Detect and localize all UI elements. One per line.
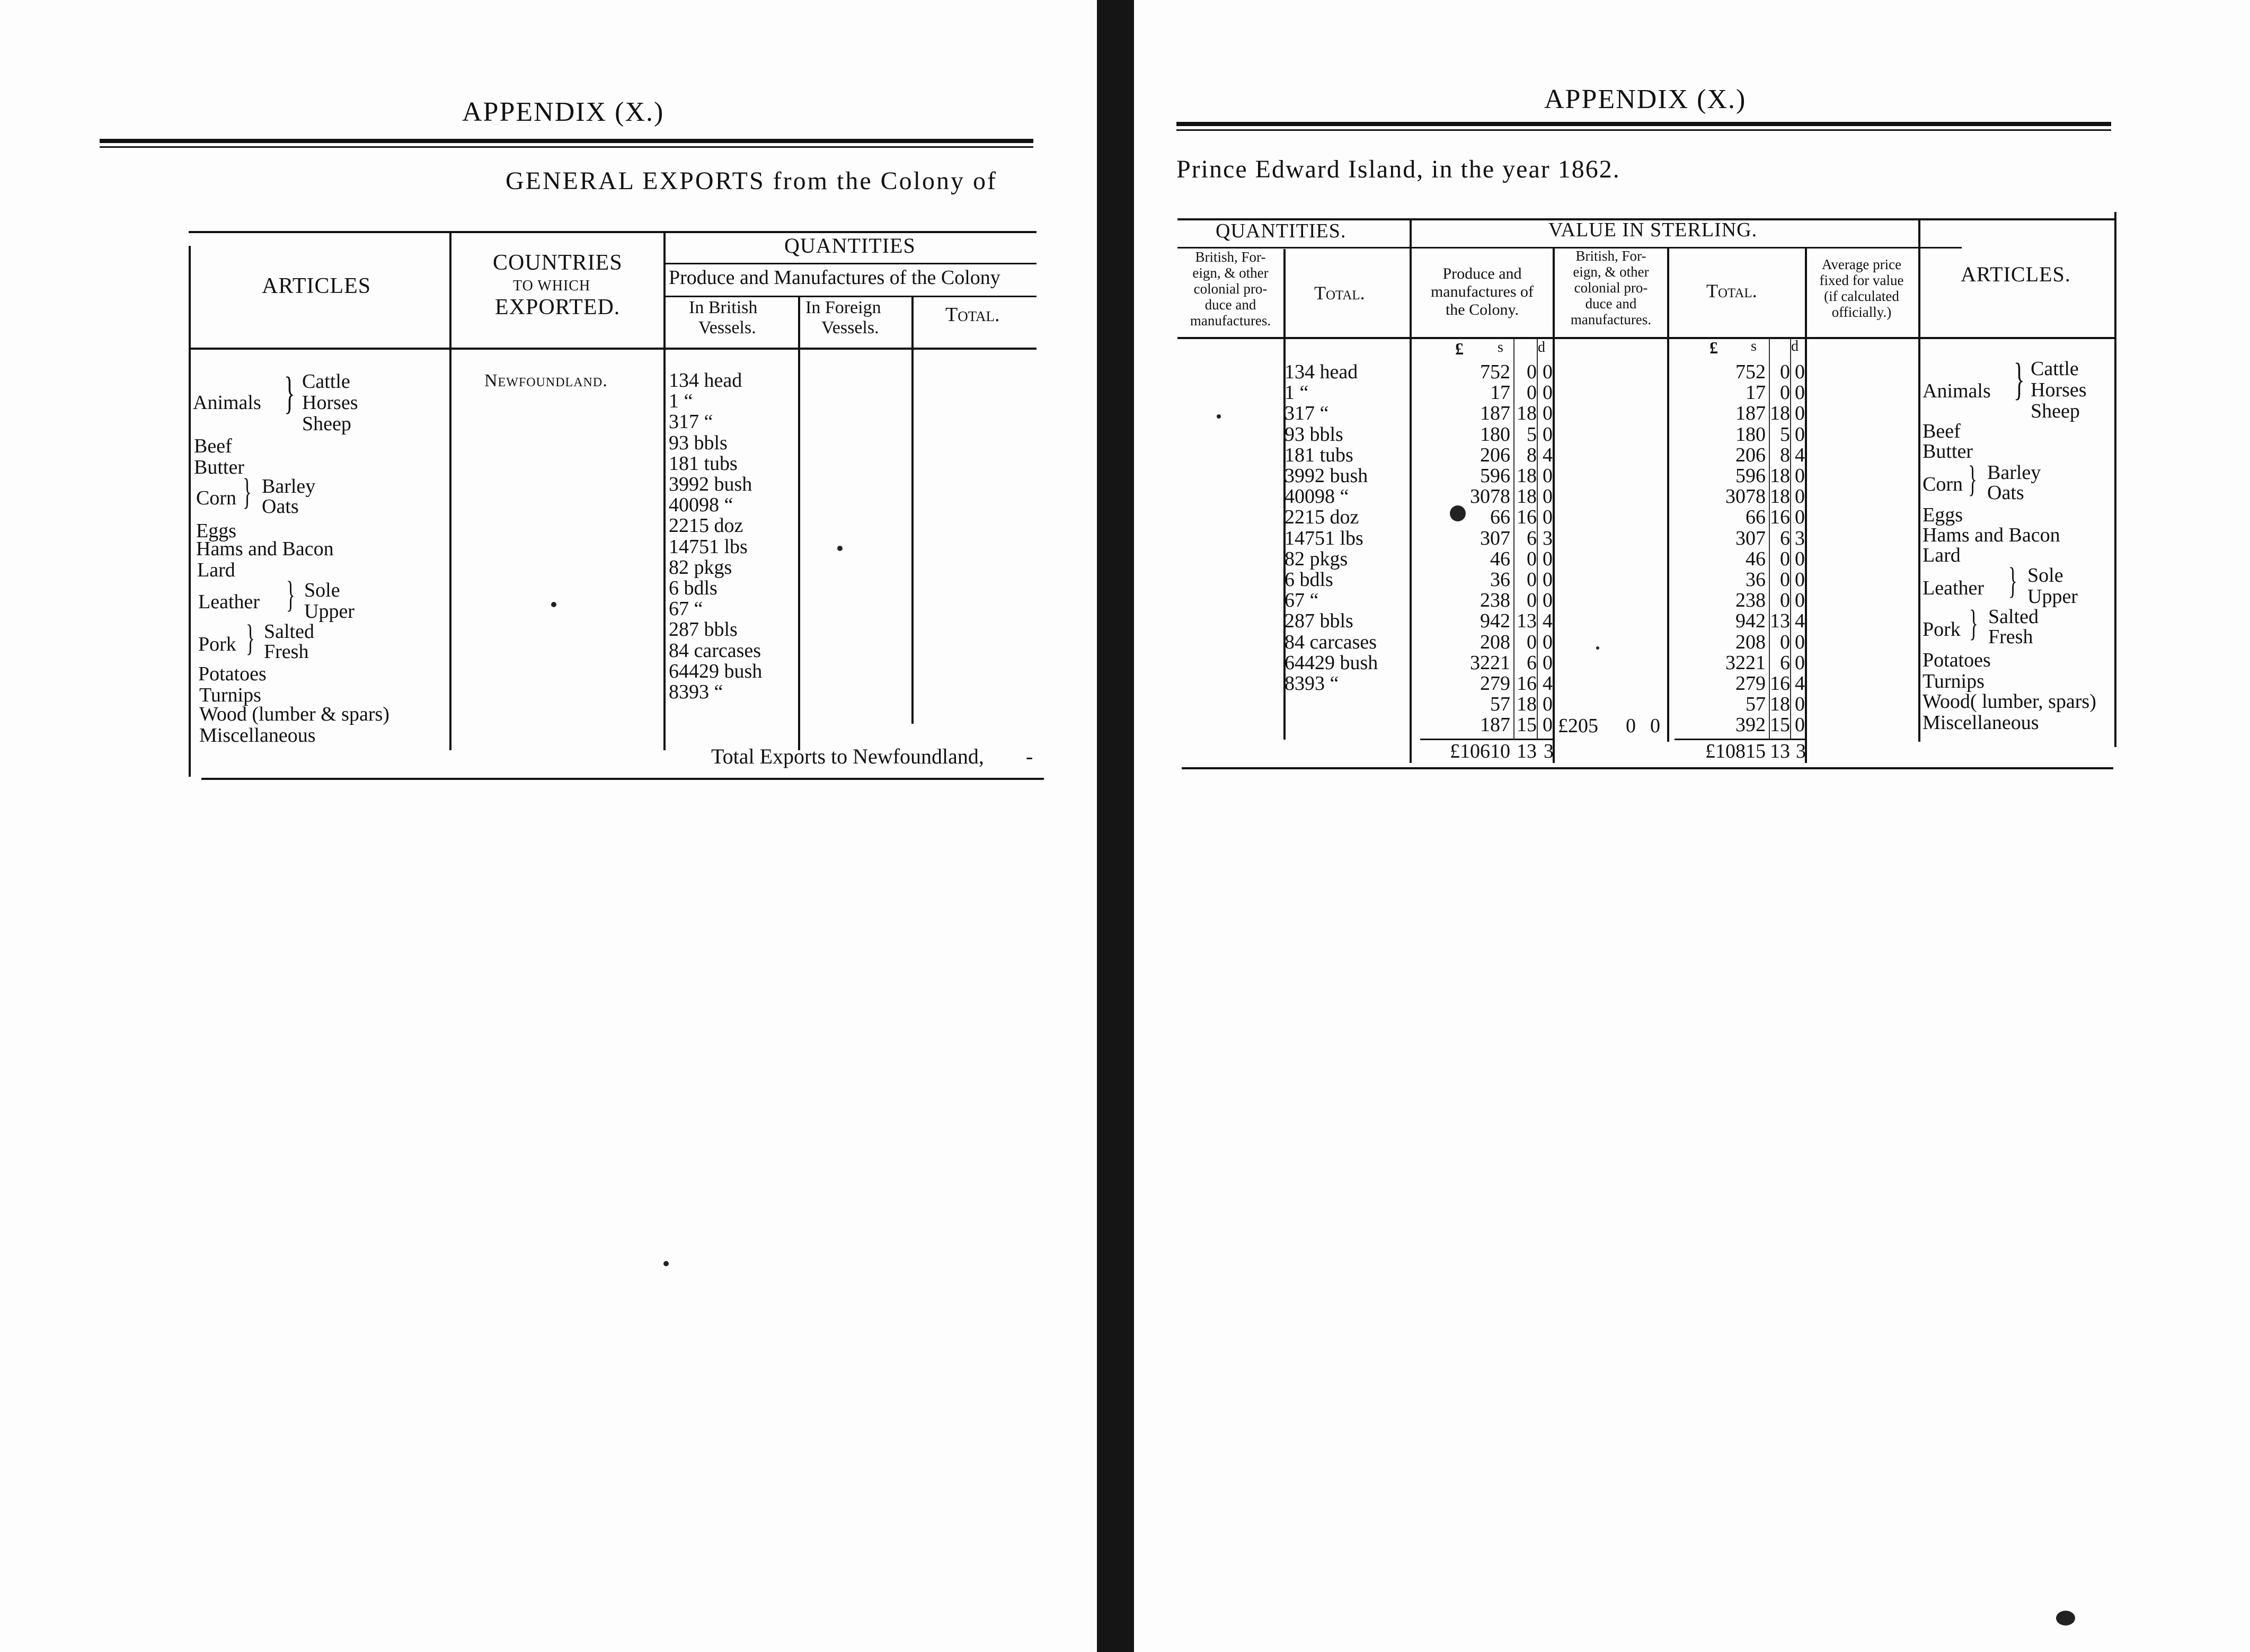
left-header-quantities: QUANTITIES xyxy=(784,234,916,257)
left-british-divider xyxy=(798,297,800,750)
left-quantity-cell: 84 carcases xyxy=(669,639,761,662)
left-article-oats: Oats xyxy=(262,495,299,518)
right-produce-shillings: 8 xyxy=(1527,443,1537,466)
left-quantity-cell: 8393 “ xyxy=(669,681,723,703)
left-country: Newfoundland. xyxy=(484,371,608,390)
right-total-pounds: 942 xyxy=(1735,610,1766,633)
right-header-bottom-rule xyxy=(1177,337,2115,339)
left-header-countries-2: TO WHICH xyxy=(513,278,591,294)
left-table-left-border xyxy=(189,246,191,777)
right-total-shillings: 0 xyxy=(1780,589,1790,612)
right-total-shillings: 13 xyxy=(1770,610,1790,633)
right-article-pork: Pork xyxy=(1923,618,1961,641)
right-produce-shillings: 6 xyxy=(1527,651,1537,674)
right-total-shillings: 16 xyxy=(1770,672,1790,695)
left-article-eggs: Eggs xyxy=(196,520,236,542)
right-article-horses: Horses xyxy=(2031,379,2087,401)
right-total-pounds: 752 xyxy=(1735,361,1766,383)
right-total-pounds: 208 xyxy=(1735,630,1766,653)
right-produce-pounds: 187 xyxy=(1480,714,1510,736)
right-total-pounds: 17 xyxy=(1746,381,1766,404)
left-quantity-cell: 134 head xyxy=(669,369,742,392)
right-col-value-divider xyxy=(1410,220,1412,763)
right-article-salted: Salted xyxy=(1988,606,2039,628)
right-quantity-cell: 2215 doz xyxy=(1285,506,1359,529)
right-produce-pence: 0 xyxy=(1543,465,1553,487)
right-produce-shillings: 0 xyxy=(1527,630,1537,653)
left-articles-divider xyxy=(449,233,451,750)
scan-speck xyxy=(1217,414,1221,419)
right-header-avg-line-2: (if calculated xyxy=(1824,288,1899,304)
right-total-pounds: 187 xyxy=(1735,402,1766,425)
right-produce-pounds: 752 xyxy=(1480,361,1510,383)
right-produce-pounds: 206 xyxy=(1480,443,1510,466)
right-quantity-cell: 134 head xyxy=(1285,361,1358,383)
left-quantity-cell: 287 bbls xyxy=(669,618,738,641)
right-quantity-cell: 1 “ xyxy=(1285,381,1309,404)
right-produce-pound-mark: £ xyxy=(1455,339,1464,358)
left-quantity-cell: 317 “ xyxy=(669,411,713,433)
right-header-value: VALUE IN STERLING. xyxy=(1548,219,1758,241)
right-produce-pounds: 307 xyxy=(1480,527,1510,549)
right-produce-pence: 0 xyxy=(1543,485,1553,508)
right-produce-shillings: 5 xyxy=(1527,423,1537,446)
left-header-countries-1: COUNTRIES xyxy=(493,251,623,275)
left-brace-corn: } xyxy=(243,472,252,512)
right-total-pounds: 392 xyxy=(1735,714,1766,736)
left-article-butter: Butter xyxy=(194,456,244,478)
right-produce-pence: 0 xyxy=(1543,361,1553,383)
right-header-produce-line-2: the Colony. xyxy=(1445,301,1519,318)
right-produce-pounds: 3221 xyxy=(1470,651,1510,674)
right-total-shillings: 18 xyxy=(1770,402,1790,425)
right-produce-shillings: 6 xyxy=(1527,527,1537,549)
left-quantity-cell: 2215 doz xyxy=(669,514,743,537)
right-produce-pence: 0 xyxy=(1543,423,1553,446)
right-quantity-cell: 82 pkgs xyxy=(1285,547,1348,570)
left-article-beef: Beef xyxy=(194,435,232,457)
right-article-oats: Oats xyxy=(1987,482,2024,504)
left-header-articles: ARTICLES xyxy=(262,274,371,298)
left-quantity-cell: 3992 bush xyxy=(669,473,752,495)
right-col-avg-divider xyxy=(1918,220,1920,742)
right-total-pounds: 57 xyxy=(1746,693,1766,716)
right-header-bf-line-0: British, For- xyxy=(1195,249,1266,265)
right-quantity-cell: 93 bbls xyxy=(1285,423,1343,446)
right-brace-animals: } xyxy=(2014,353,2025,404)
right-produce-sum-pence: 3 xyxy=(1544,740,1554,762)
right-total-shilling-mark: s xyxy=(1751,338,1757,354)
right-article-lard: Lard xyxy=(1923,544,1961,566)
right-produce-pence: 0 xyxy=(1543,506,1553,529)
left-article-sheep: Sheep xyxy=(302,413,351,435)
right-article-eggs: Eggs xyxy=(1923,504,1963,526)
left-article-cattle: Cattle xyxy=(302,370,350,393)
left-quantity-cell: 14751 lbs xyxy=(669,535,748,558)
right-article-fresh: Fresh xyxy=(1988,626,2033,648)
right-article-wood: Wood( lumber, spars) xyxy=(1923,690,2096,713)
right-article-beef: Beef xyxy=(1923,420,1961,442)
right-produce-shillings: 0 xyxy=(1527,569,1537,591)
right-article-misc: Miscellaneous xyxy=(1923,712,2039,734)
right-quantity-cell: 287 bbls xyxy=(1285,610,1353,633)
right-article-butter: Butter xyxy=(1923,440,1973,463)
right-produce-shilling-mark: s xyxy=(1498,339,1503,356)
right-produce-pounds: 187 xyxy=(1480,402,1510,425)
right-total-pounds: 307 xyxy=(1735,527,1766,549)
right-produce-pounds: 180 xyxy=(1480,423,1510,446)
right-produce-pounds: 208 xyxy=(1480,630,1510,653)
right-total-shillings: 6 xyxy=(1780,527,1790,549)
scan-speck xyxy=(1596,646,1599,650)
right-col-foreign-divider xyxy=(1667,248,1669,742)
right-col-total-value-divider xyxy=(1805,248,1807,763)
right-article-hams: Hams and Bacon xyxy=(1923,524,2060,546)
left-article-barley: Barley xyxy=(262,475,316,498)
left-appendix-title: APPENDIX (X.) xyxy=(462,97,665,127)
right-quantity-cell: 14751 lbs xyxy=(1285,527,1363,549)
right-produce-shillings: 0 xyxy=(1527,589,1537,612)
right-header-bf-line-4: manufactures. xyxy=(1190,313,1271,328)
right-produce-pence: 4 xyxy=(1543,672,1553,695)
right-produce-pence-mark: d xyxy=(1538,339,1545,356)
right-header-bf-line-3: duce and xyxy=(1204,297,1256,313)
right-total-shillings: 0 xyxy=(1780,569,1790,591)
right-header-avg-line-3: officially.) xyxy=(1831,304,1892,320)
right-total-pounds: 206 xyxy=(1735,443,1766,466)
right-produce-pounds: 57 xyxy=(1490,693,1510,716)
right-produce-pence: 0 xyxy=(1543,693,1553,716)
right-total-pence-mark: d xyxy=(1791,338,1799,354)
right-article-potatoes: Potatoes xyxy=(1923,649,1991,671)
left-header-countries-3: EXPORTED. xyxy=(495,295,621,319)
right-total-pence: 4 xyxy=(1795,672,1805,695)
left-article-lard: Lard xyxy=(197,559,235,581)
right-article-turnips: Turnips xyxy=(1923,670,1985,692)
right-quantity-cell: 8393 “ xyxy=(1285,672,1339,695)
left-article-sole: Sole xyxy=(304,579,340,601)
right-header-produce-line-1: manufactures of xyxy=(1430,283,1534,300)
scan-speck xyxy=(1450,505,1466,521)
left-article-leather: Leather xyxy=(198,591,260,613)
right-produce-pence: 0 xyxy=(1543,714,1553,736)
right-heading: Prince Edward Island, in the year 1862. xyxy=(1176,155,1620,183)
left-article-fresh: Fresh xyxy=(264,641,309,663)
left-quantities-sub-rule xyxy=(665,263,1037,264)
right-quantity-cell: 3992 bush xyxy=(1285,465,1368,487)
right-header-bfv-line-4: manufactures. xyxy=(1570,312,1652,327)
right-total-pence: 3 xyxy=(1795,527,1805,549)
right-header-bfv-line-0: British, For- xyxy=(1575,248,1646,264)
left-article-salted: Salted xyxy=(264,620,314,643)
left-foreign-divider xyxy=(911,297,914,724)
right-header-quantities: QUANTITIES. xyxy=(1216,220,1347,242)
left-total-exports-dash: - xyxy=(1026,744,1033,768)
right-quantity-cell: 317 “ xyxy=(1285,402,1329,425)
right-total-shillings: 16 xyxy=(1770,506,1790,529)
left-brace-pork: } xyxy=(246,618,255,659)
right-header-value-total: Total. xyxy=(1706,280,1757,301)
right-produce-pence: 0 xyxy=(1543,589,1553,612)
right-produce-pounds: 17 xyxy=(1490,381,1510,404)
right-produce-pence: 0 xyxy=(1543,402,1553,425)
right-produce-shillings: 18 xyxy=(1517,485,1537,508)
right-produce-shillings: 18 xyxy=(1517,693,1537,716)
right-total-pounds: 238 xyxy=(1735,589,1766,612)
left-quantity-cell: 67 “ xyxy=(669,598,703,620)
right-header-avg-price xyxy=(1805,256,1918,320)
right-header-bfv-line-1: eign, & other xyxy=(1573,264,1649,280)
right-total-pence: 0 xyxy=(1795,506,1805,529)
right-produce-pounds: 46 xyxy=(1490,547,1510,570)
right-total-pence: 0 xyxy=(1795,547,1805,570)
right-total-sum-pence: 3 xyxy=(1796,740,1806,762)
right-header-british-foreign xyxy=(1179,249,1282,328)
right-header-avg-line-1: fixed for value xyxy=(1819,272,1904,288)
right-produce-shillings: 16 xyxy=(1517,506,1537,529)
right-produce-pounds: 279 xyxy=(1480,672,1510,695)
right-total-shillings: 0 xyxy=(1780,547,1790,570)
left-produce-sub-rule xyxy=(665,296,1037,297)
right-total-pence: 0 xyxy=(1795,381,1805,404)
right-table-right-border xyxy=(2114,212,2116,747)
right-total-pence: 0 xyxy=(1795,714,1805,736)
right-produce-shillings: 13 xyxy=(1517,610,1537,633)
left-article-animals: Animals xyxy=(193,392,261,414)
right-header-produce xyxy=(1413,265,1552,319)
right-produce-pounds: 238 xyxy=(1480,589,1510,612)
right-header-articles: ARTICLES. xyxy=(1961,262,2071,286)
left-quantity-cell: 181 tubs xyxy=(669,452,738,475)
right-produce-pence: 0 xyxy=(1543,547,1553,570)
left-header-foreign-2: Vessels. xyxy=(821,318,879,337)
right-total-pence: 0 xyxy=(1795,402,1805,425)
right-total-shillings: 18 xyxy=(1770,693,1790,716)
right-total-pounds: 596 xyxy=(1735,465,1766,487)
right-total-pence: 0 xyxy=(1795,693,1805,716)
right-brace-leather: } xyxy=(2008,561,2017,601)
right-produce-pence: 0 xyxy=(1543,630,1553,653)
right-quantity-cell: 181 tubs xyxy=(1285,443,1353,466)
left-article-hams: Hams and Bacon xyxy=(196,538,334,560)
left-article-potatoes: Potatoes xyxy=(198,663,267,685)
right-produce-pounds: 66 xyxy=(1490,506,1510,529)
right-produce-shillings: 0 xyxy=(1527,547,1537,570)
left-brace-leather: } xyxy=(286,574,295,615)
right-produce-shillings: 15 xyxy=(1517,714,1537,736)
left-brace-animals: } xyxy=(284,367,295,418)
right-total-pence: 4 xyxy=(1795,610,1805,633)
right-article-sheep: Sheep xyxy=(2031,400,2080,422)
left-page xyxy=(0,0,1097,1652)
right-total-pence: 4 xyxy=(1795,443,1805,466)
left-article-corn: Corn xyxy=(196,487,236,509)
right-total-shillings: 15 xyxy=(1770,714,1790,736)
left-heading: GENERAL EXPORTS from the Colony of xyxy=(506,167,997,195)
right-produce-pounds: 3078 xyxy=(1470,485,1510,508)
right-title-rule-thin xyxy=(1176,129,2111,131)
right-total-pence: 0 xyxy=(1795,589,1805,612)
right-total-pounds: 279 xyxy=(1735,672,1766,695)
right-produce-pounds: 596 xyxy=(1480,465,1510,487)
left-quantity-cell: 6 bdls xyxy=(669,577,717,599)
right-produce-sum-pounds: £10610 xyxy=(1450,740,1510,762)
right-total-pounds: 180 xyxy=(1735,423,1766,446)
right-produce-pence: 4 xyxy=(1543,610,1553,633)
right-article-leather: Leather xyxy=(1923,577,1985,599)
right-appendix-title: APPENDIX (X.) xyxy=(1544,84,1747,114)
right-foreign-value-pence: 0 xyxy=(1650,715,1660,737)
right-brace-corn: } xyxy=(1968,459,1977,500)
right-total-shillings: 0 xyxy=(1780,381,1790,404)
left-quantity-cell: 82 pkgs xyxy=(669,556,732,579)
right-total-pounds: 46 xyxy=(1746,547,1766,570)
left-header-total: Total. xyxy=(945,304,1000,326)
right-produce-pounds: 36 xyxy=(1490,569,1510,591)
right-produce-sum-shillings: 13 xyxy=(1517,740,1537,762)
left-article-horses: Horses xyxy=(302,392,358,414)
right-total-sum-pounds: £10815 xyxy=(1705,740,1766,762)
left-article-pork: Pork xyxy=(198,633,236,655)
left-total-exports: Total Exports to Newfoundland, xyxy=(711,744,984,768)
scan-speck xyxy=(2056,1611,2075,1626)
right-total-pounds: 66 xyxy=(1746,506,1766,529)
right-produce-pence: 4 xyxy=(1543,443,1553,466)
right-total-shillings: 0 xyxy=(1780,361,1790,383)
left-quantity-cell: 64429 bush xyxy=(669,660,763,682)
left-table-header-rule xyxy=(191,348,1037,350)
left-header-foreign-1: In Foreign xyxy=(805,298,881,317)
left-quantity-cell: 93 bbls xyxy=(669,431,728,454)
scan-speck xyxy=(837,546,843,551)
right-total-shillings: 8 xyxy=(1780,443,1790,466)
right-foreign-value-pounds: £205 xyxy=(1558,715,1598,737)
right-col-produce-divider xyxy=(1553,248,1555,763)
right-produce-shillings: 0 xyxy=(1527,381,1537,404)
right-total-sum-shillings: 13 xyxy=(1770,740,1790,762)
scan-speck xyxy=(663,1261,669,1266)
right-header-bf-line-2: colonial pro- xyxy=(1193,281,1268,297)
right-total-pence: 0 xyxy=(1795,651,1805,674)
right-produce-pence: 0 xyxy=(1543,569,1553,591)
right-header-bfv-line-2: colonial pro- xyxy=(1574,280,1648,296)
right-total-pence: 0 xyxy=(1795,569,1805,591)
right-total-shillings: 18 xyxy=(1770,465,1790,487)
right-total-pence: 0 xyxy=(1795,465,1805,487)
left-quantity-cell: 40098 “ xyxy=(669,494,733,517)
right-produce-pounds: 942 xyxy=(1480,610,1510,633)
right-produce-shillings: 0 xyxy=(1527,361,1537,383)
left-article-misc: Miscellaneous xyxy=(199,724,316,747)
left-title-rule-thick xyxy=(100,139,1033,143)
right-produce-shillings: 18 xyxy=(1517,465,1537,487)
book-gutter xyxy=(1097,0,1134,1652)
right-total-pounds: 3221 xyxy=(1725,651,1766,674)
left-header-british-2: Vessels. xyxy=(698,318,756,337)
right-header-bfv-line-3: duce and xyxy=(1585,296,1637,312)
right-quantity-cell: 84 carcases xyxy=(1285,630,1377,653)
right-article-corn: Corn xyxy=(1923,473,1963,495)
right-produce-pence: 0 xyxy=(1543,651,1553,674)
right-total-pence: 0 xyxy=(1795,630,1805,653)
right-quantity-cell: 67 “ xyxy=(1285,589,1319,612)
right-produce-pence: 3 xyxy=(1543,527,1553,549)
right-brace-pork: } xyxy=(1969,603,1978,644)
right-quantity-cell: 6 bdls xyxy=(1285,569,1333,591)
right-total-shillings: 0 xyxy=(1780,630,1790,653)
right-article-cattle: Cattle xyxy=(2031,358,2079,380)
left-header-produce: Produce and Manufactures of the Colony xyxy=(669,267,1000,289)
right-page xyxy=(1134,0,2250,1652)
right-header-avg-line-0: Average price xyxy=(1821,256,1902,272)
right-article-barley: Barley xyxy=(1987,461,2041,484)
right-total-pence: 0 xyxy=(1795,423,1805,446)
scan-speck xyxy=(551,602,556,607)
left-article-turnips: Turnips xyxy=(199,684,261,706)
right-article-sole: Sole xyxy=(2027,564,2063,587)
right-header-total: Total. xyxy=(1314,282,1365,304)
right-total-pence: 0 xyxy=(1795,485,1805,508)
right-header-bf-line-1: eign, & other xyxy=(1192,265,1269,281)
right-produce-shillings: 16 xyxy=(1517,672,1537,695)
right-total-pounds: 3078 xyxy=(1725,485,1766,508)
right-title-rule-thick xyxy=(1176,122,2111,126)
right-quantity-cell: 64429 bush xyxy=(1285,651,1378,674)
right-article-upper: Upper xyxy=(2027,585,2078,608)
right-total-pence: 0 xyxy=(1795,361,1805,383)
left-title-rule-thin xyxy=(100,146,1033,148)
right-table-bottom-rule xyxy=(1182,767,2113,769)
right-header-british-foreign-value xyxy=(1556,248,1666,327)
right-total-shillings: 18 xyxy=(1770,485,1790,508)
right-produce-shillings: 18 xyxy=(1517,402,1537,425)
left-article-upper: Upper xyxy=(304,600,355,623)
right-header-produce-line-0: Produce and xyxy=(1442,265,1522,282)
right-total-pound-mark: £ xyxy=(1709,338,1718,357)
left-header-british-1: In British xyxy=(689,298,758,317)
right-total-shillings: 5 xyxy=(1780,423,1790,446)
left-countries-divider xyxy=(663,233,666,750)
right-foreign-value-shillings: 0 xyxy=(1626,715,1636,737)
right-quantity-cell: 40098 “ xyxy=(1285,485,1349,508)
left-article-wood: Wood (lumber & spars) xyxy=(199,703,389,725)
left-table-bottom-rule xyxy=(201,778,1044,780)
right-total-shillings: 6 xyxy=(1780,651,1790,674)
right-article-animals: Animals xyxy=(1923,380,1991,402)
right-total-pounds: 36 xyxy=(1746,569,1766,591)
right-produce-pence: 0 xyxy=(1543,381,1553,404)
left-quantity-cell: 1 “ xyxy=(669,390,693,413)
